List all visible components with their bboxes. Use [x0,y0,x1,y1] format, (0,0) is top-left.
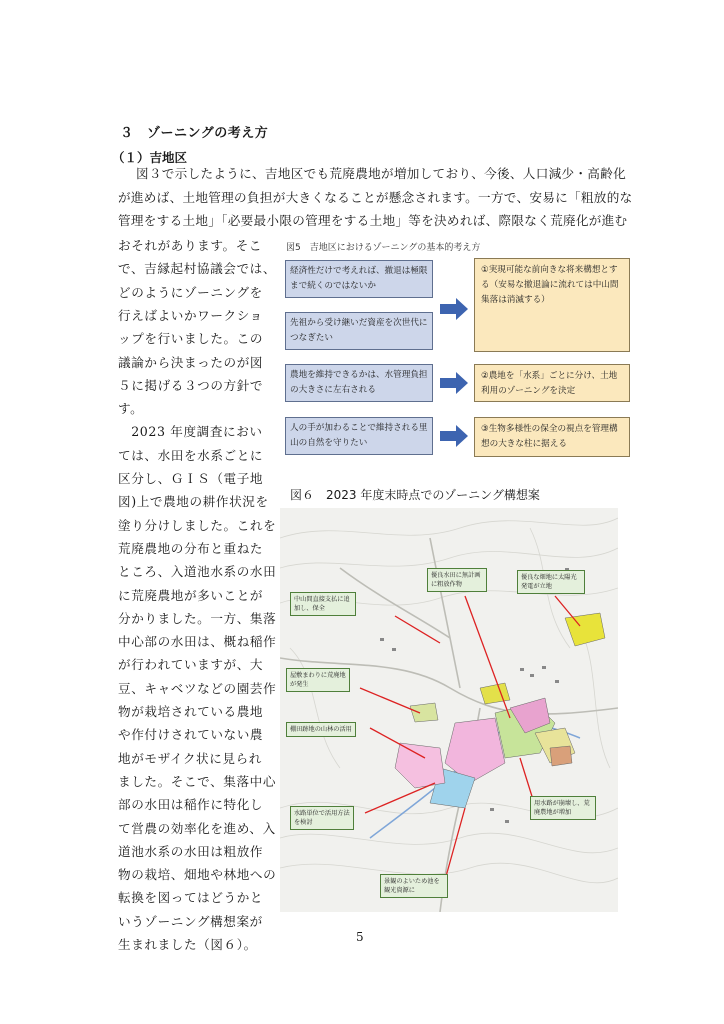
narrow-text-line: 荒廃農地の分布と重ねた [118,540,264,556]
narrow-text-line: で、吉縁起村協議会では、 [118,261,277,277]
narrow-text-line: 中心部の水田は、概ね稲作 [118,634,277,650]
fig5-right-box-2: ②農地を「水系」ごとに分け、土地利用のゾーニングを決定 [474,364,630,402]
paragraph-line: が進めば、土地管理の負担が大きくなることが懸念されます。一方で、安易に「粗放的な [118,190,633,205]
narrow-text-line: て営農の効率化を進め、入 [118,820,276,836]
narrow-text-line: 分かりました。一方、集落 [118,610,277,626]
section-heading: ３ ゾーニングの考え方 [120,126,269,141]
fig5-left-box-3: 農地を維持できるかは、水管理負担の大きさに左右される [285,364,433,402]
map-label-5: 棚田跡地の山林の活用 [286,722,356,737]
narrow-text-line: 議論から決まったのが図 [118,354,264,370]
narrow-text-line: いうゾーニング構想案が [118,913,263,929]
right-arrow-icon [440,372,468,394]
narrow-text-line: 豆、キャベツなどの園芸作 [118,680,277,696]
fig5-right-box-3: ③生物多様性の保全の視点を管理構想の大きな柱に据える [474,417,630,457]
subsection-heading: （１）吉地区 [112,150,188,165]
figure5-title: 図5 吉地区におけるゾーニングの基本的考え方 [286,243,481,253]
narrow-text-line: 物の栽培、畑地や林地への [118,867,277,883]
narrow-text-line: が行われていますが、大 [118,657,264,673]
map-label-8: 景観のよいため池を観光資源に [380,874,448,898]
page-number: 5 [356,930,364,944]
fig5-right-box-1: ①実現可能な前向きな将来構想とする（安易な撤退論に流れては中山間集落は消滅する） [474,258,630,352]
narrow-text-line: ところ、入道池水系の水田 [118,564,277,580]
narrow-text-line: ては、水田を水系ごとに [118,447,264,463]
figure6-title: 図６ 2023 年度末時点でのゾーニング構想案 [290,488,540,502]
fig5-left-box-1: 経済性だけで考えれば、撤退は極限まで続くのではないか [285,260,433,298]
narrow-text-line: ５に掲げる３つの方針で [118,377,264,393]
narrow-text-line: 図)上で農地の耕作状況を [118,494,269,510]
narrow-text-line: 転換を図ってはどうかと [118,890,264,906]
right-arrow-icon [440,298,468,320]
zoning-map [280,508,618,912]
paragraph-line: 管理をする土地」「必要最小限の管理をする土地」等を決めれば、際限なく荒廃化が進む [118,213,628,228]
narrow-text-line: に荒廃農地が多いことが [118,587,264,603]
narrow-text-line: 地がモザイク状に見られ [118,750,262,766]
map-label-1: 優良水田に無計画に粗放作物 [427,568,487,592]
fig5-left-box-4: 人の手が加わることで維持される里山の自然を守りたい [285,417,433,455]
narrow-text-line: ました。そこで、集落中心 [118,773,277,789]
map-label-2: 優良な畑地に太陽光発電が立地 [517,570,585,594]
narrow-text-line: 行えばよいかワークショ [118,307,263,323]
map-label-4: 屋敷まわりに荒廃地が発生 [286,668,350,692]
narrow-text-line: 生まれました（図６）。 [118,937,257,952]
narrow-text-line: 物が栽培されている農地 [118,704,264,719]
fig5-left-box-2: 先祖から受け継いだ資産を次世代につなぎたい [285,312,433,350]
narrow-text-line: ップを行いました。この [118,331,264,347]
paragraph-line: 図３で示したように、吉地区でも荒廃農地が増加しており、今後、人口減少・高齢化 [136,166,626,181]
map-label-3: 中山間直接支払に追加し、保全 [290,592,356,616]
right-arrow-icon [440,425,468,447]
narrow-text-line: 道池水系の水田は粗放作 [118,843,264,859]
narrow-text-line: す。 [118,401,144,417]
narrow-text-line: おそれがあります。そこ [118,238,263,253]
narrow-text-line: どのようにゾーニングを [118,284,263,300]
map-label-7: 用水路が崩壊し、荒廃農地が増加 [530,796,596,820]
narrow-text-line: 2023 年度調査におい [118,424,263,440]
narrow-text-line: 塗り分けしました。これを [118,517,277,533]
narrow-text-line: 区分し、ＧＩＳ（電子地 [118,471,264,486]
map-label-6: 水路単位で活用方法を検討 [290,806,354,830]
narrow-text-line: や作付けされていない農 [118,727,264,743]
narrow-text-line: 部の水田は稲作に特化し [118,797,264,813]
